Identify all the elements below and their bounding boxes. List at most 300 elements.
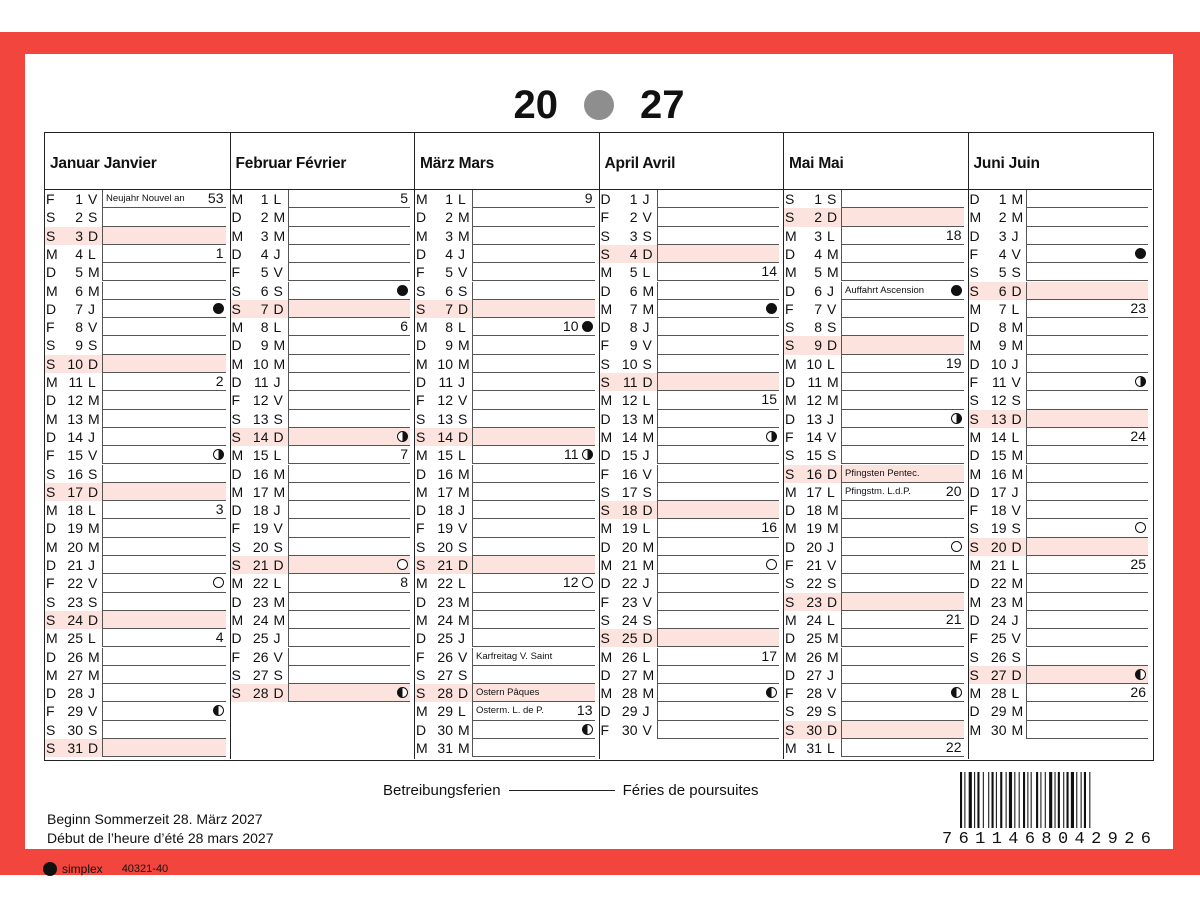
weekday-fr: L [827,740,835,756]
note-cell[interactable] [841,428,964,446]
day-row [969,483,1153,501]
note-cell[interactable] [288,593,411,611]
note-cell[interactable] [288,538,411,556]
weekday-fr: J [642,447,650,464]
note-cell[interactable] [841,538,964,556]
note-cell[interactable] [1026,428,1149,446]
note-cell[interactable] [657,721,780,739]
day-number: 5 [998,264,1007,281]
note-cell[interactable] [657,684,780,702]
note-cell[interactable] [1026,556,1149,574]
note-cell[interactable] [1026,519,1149,537]
note-cell[interactable] [1026,538,1149,556]
note-cell[interactable] [472,282,595,300]
note-cell[interactable] [657,208,780,226]
note-cell[interactable] [472,227,595,245]
note-cell[interactable] [1026,300,1149,318]
note-cell[interactable] [288,666,411,684]
note-cell[interactable] [288,519,411,537]
note-cell[interactable] [1026,648,1149,666]
weekday-de: M [600,300,613,317]
weekday-de: S [785,337,795,354]
weekday-fr: S [88,337,98,354]
note-cell[interactable] [841,410,964,428]
note-cell[interactable] [288,282,411,300]
note-cell[interactable] [657,556,780,574]
day-row [45,702,230,720]
note-cell[interactable] [102,684,226,702]
note-cell[interactable] [102,336,226,354]
note-cell[interactable] [288,336,411,354]
note-cell[interactable] [657,574,780,592]
note-cell[interactable] [472,574,595,592]
note-cell[interactable] [102,739,226,757]
day-row [231,391,415,409]
note-cell[interactable] [288,556,411,574]
weekday-de: M [969,209,982,226]
day-row [231,190,415,208]
note-cell[interactable] [841,391,964,409]
weekday-fr: L [1011,685,1020,702]
note-cell[interactable] [102,483,226,501]
note-cell[interactable] [1026,282,1149,300]
barcode-digit: 6 [1140,830,1154,849]
note-cell[interactable] [841,593,964,611]
note-cell[interactable] [102,227,226,245]
note-cell[interactable] [102,666,226,684]
note-cell[interactable] [102,245,226,263]
weekday-de: F [416,264,425,281]
note-cell[interactable] [472,391,595,409]
note-cell[interactable] [841,702,964,720]
day-row [969,391,1153,409]
day-row [969,702,1153,720]
weekday-de: D [600,575,611,592]
weekday-fr: J [458,245,465,262]
note-cell[interactable] [102,282,226,300]
month-grid [44,132,1154,761]
weekday-de: M [46,282,58,299]
note-cell[interactable] [102,391,226,409]
note-cell[interactable] [657,190,780,208]
note-cell[interactable] [102,538,226,556]
note-cell[interactable] [288,227,411,245]
note-cell[interactable] [288,501,411,519]
note-cell[interactable] [1026,593,1149,611]
day-row [969,410,1153,428]
day-row [969,721,1153,739]
weekday-de: M [969,685,982,702]
weekday-de: S [600,611,610,628]
note-cell[interactable] [1026,721,1149,739]
weekday-de: S [416,538,426,555]
brand-row [43,862,168,876]
note-cell[interactable] [1026,336,1149,354]
note-cell[interactable] [102,465,226,483]
day-number: 5 [260,264,269,281]
note-cell[interactable] [841,556,964,574]
betreibungsferien-label-fr: Féries de poursuites [622,782,759,799]
note-cell[interactable] [472,355,595,373]
day-number: 20 [67,538,83,555]
weekday-de: M [231,611,244,628]
note-cell[interactable] [472,190,595,208]
note-cell[interactable] [288,629,411,647]
day-row [231,410,415,428]
note-cell[interactable] [1026,190,1149,208]
month-title: März Mars [415,133,599,190]
note-cell[interactable] [102,208,226,226]
day-number: 25 [621,630,638,647]
note-cell[interactable] [841,666,964,684]
note-cell[interactable] [472,629,595,647]
weekday-de: F [46,575,55,592]
weekday-de: S [231,428,241,445]
note-cell[interactable] [657,611,780,629]
note-cell[interactable] [472,611,595,629]
day-number: 7 [629,300,638,317]
weekday-de: M [416,319,428,336]
note-cell[interactable] [841,263,964,281]
note-cell[interactable] [1026,702,1149,720]
day-number: 4 [998,245,1007,262]
day-number: 31 [806,740,822,756]
note-cell[interactable] [102,446,226,464]
note-cell[interactable] [102,556,226,574]
note-cell[interactable] [841,684,964,702]
note-cell[interactable] [472,446,595,464]
note-cell[interactable] [472,648,595,666]
note-cell[interactable] [472,684,595,702]
note-cell[interactable] [1026,483,1149,501]
holiday-label: Auffahrt Ascension [845,284,925,296]
day-number: 2 [814,209,822,226]
note-cell[interactable] [1026,208,1149,226]
note-cell[interactable] [472,373,595,391]
note-cell[interactable] [657,465,780,483]
day-number: 21 [806,557,822,573]
day-number: 16 [67,465,83,482]
note-cell[interactable] [472,465,595,483]
day-row [231,355,415,373]
weekday-fr: D [88,740,99,756]
note-cell[interactable] [1026,245,1149,263]
note-cell[interactable] [472,428,595,446]
note-cell[interactable] [841,574,964,592]
day-row [231,300,415,318]
note-cell[interactable] [1026,574,1149,592]
note-cell[interactable] [102,519,226,537]
day-row [231,538,415,556]
day-number: 27 [621,666,638,683]
weekday-de: S [600,227,610,244]
note-cell[interactable] [841,446,964,464]
note-cell[interactable] [102,611,226,629]
note-cell[interactable] [472,410,595,428]
note-cell[interactable] [657,336,780,354]
weekday-fr: V [273,264,283,281]
note-cell[interactable] [657,227,780,245]
note-cell[interactable] [1026,263,1149,281]
note-cell[interactable] [288,465,411,483]
note-cell[interactable] [288,428,411,446]
note-cell[interactable] [657,245,780,263]
barcode-digit: 2 [1091,830,1105,849]
weekday-de: S [231,557,241,573]
note-cell[interactable] [102,428,226,446]
note-cell[interactable] [841,282,964,300]
weekday-de: S [969,666,979,683]
barcode-icon [958,772,1138,828]
day-number: 1 [75,191,83,207]
day-row [784,245,968,263]
day-number: 19 [252,520,269,537]
weekday-fr: M [458,355,470,372]
note-cell[interactable] [102,263,226,281]
note-cell[interactable] [657,483,780,501]
day-number: 9 [814,337,822,354]
day-row [45,208,230,226]
holiday-label: Osterm. L. de P. [476,705,544,717]
note-cell[interactable] [1026,684,1149,702]
note-cell[interactable] [102,702,226,720]
note-cell[interactable] [657,428,780,446]
note-cell[interactable] [472,702,595,720]
note-cell[interactable] [657,519,780,537]
day-row [231,483,415,501]
weekday-de: D [600,703,611,720]
note-cell[interactable] [657,318,780,336]
note-cell[interactable] [472,245,595,263]
note-cell[interactable] [102,410,226,428]
note-cell[interactable] [657,648,780,666]
day-number: 14 [806,428,822,445]
note-cell[interactable] [472,519,595,537]
note-cell[interactable] [657,629,780,647]
note-cell[interactable] [841,355,964,373]
note-cell[interactable] [288,483,411,501]
note-cell[interactable] [841,245,964,263]
barcode-digit: 6 [958,830,972,849]
note-cell[interactable] [288,391,411,409]
note-cell[interactable] [657,263,780,281]
day-number: 27 [806,666,822,683]
note-cell[interactable] [1026,355,1149,373]
note-cell[interactable] [102,318,226,336]
note-cell[interactable] [102,355,226,373]
note-cell[interactable] [288,574,411,592]
note-cell[interactable] [657,501,780,519]
day-row [415,611,599,629]
weekday-fr: J [642,319,650,336]
note-cell[interactable] [102,648,226,666]
note-cell[interactable] [472,666,595,684]
note-cell[interactable] [841,483,964,501]
note-cell[interactable] [1026,629,1149,647]
weekday-fr: S [458,666,468,683]
note-cell[interactable] [657,391,780,409]
note-cell[interactable] [102,574,226,592]
note-cell[interactable] [472,263,595,281]
weekday-de: D [231,593,242,610]
note-cell[interactable] [841,465,964,483]
note-cell[interactable] [102,190,226,208]
weekday-de: S [46,483,56,500]
note-cell[interactable] [102,629,226,647]
weekday-de: M [231,355,244,372]
note-cell[interactable] [1026,666,1149,684]
note-cell[interactable] [472,318,595,336]
note-cell[interactable] [841,300,964,318]
year-prefix: 20 [513,82,558,127]
note-cell[interactable] [841,739,964,757]
day-row [784,684,968,702]
day-row [415,410,599,428]
note-cell[interactable] [841,501,964,519]
note-cell[interactable] [1026,391,1149,409]
note-cell[interactable] [102,593,226,611]
note-cell[interactable] [841,208,964,226]
month-column [599,133,784,759]
weekday-de: S [416,300,426,317]
note-cell[interactable] [288,648,411,666]
day-row [415,318,599,336]
weekday-de: M [969,428,982,445]
note-cell[interactable] [288,446,411,464]
day-row [784,336,968,354]
note-cell[interactable] [841,721,964,739]
note-cell[interactable] [472,483,595,501]
day-number: 26 [252,648,269,665]
note-cell[interactable] [288,318,411,336]
note-cell[interactable] [841,227,964,245]
note-cell[interactable] [1026,446,1149,464]
note-cell[interactable] [841,519,964,537]
day-number: 7 [998,300,1007,317]
day-number: 17 [806,483,822,500]
note-cell[interactable] [841,648,964,666]
note-cell[interactable] [472,208,595,226]
note-cell[interactable] [657,538,780,556]
note-cell[interactable] [102,373,226,391]
note-cell[interactable] [841,336,964,354]
note-cell[interactable] [288,611,411,629]
note-cell[interactable] [657,593,780,611]
weekday-de: M [46,538,58,555]
note-cell[interactable] [472,501,595,519]
weekday-de: M [231,191,244,207]
note-cell[interactable] [288,245,411,263]
note-cell[interactable] [472,556,595,574]
note-cell[interactable] [841,318,964,336]
note-cell[interactable] [657,300,780,318]
note-cell[interactable] [657,702,780,720]
weekday-fr: M [1011,703,1024,720]
weekday-de: S [600,630,610,647]
day-row [600,428,784,446]
day-row [784,227,968,245]
barcode-bar [996,772,997,828]
weekday-fr: V [273,392,283,409]
day-row [969,465,1153,483]
note-cell[interactable] [472,593,595,611]
weekday-fr: D [273,300,284,317]
note-cell[interactable] [102,501,226,519]
weekday-de: F [46,703,55,720]
note-cell[interactable] [472,538,595,556]
note-cell[interactable] [288,373,411,391]
day-number: 12 [437,392,453,409]
note-cell[interactable] [657,282,780,300]
note-cell[interactable] [841,629,964,647]
day-number: 11 [807,374,822,390]
note-cell[interactable] [657,373,780,391]
note-cell[interactable] [1026,318,1149,336]
day-number: 6 [814,282,822,299]
note-cell[interactable] [472,721,595,739]
note-cell[interactable] [657,355,780,373]
note-cell[interactable] [102,300,226,318]
weekday-de: M [600,648,613,665]
note-cell[interactable] [1026,373,1149,391]
day-number: 29 [990,703,1007,720]
day-number: 2 [629,209,638,226]
note-cell[interactable] [288,263,411,281]
note-cell[interactable] [841,190,964,208]
barcode-digit: 2 [1124,830,1138,849]
note-cell[interactable] [102,721,226,739]
day-row [415,556,599,574]
note-cell[interactable] [657,410,780,428]
note-cell[interactable] [841,373,964,391]
note-cell[interactable] [1026,465,1149,483]
day-row [231,465,415,483]
note-cell[interactable] [472,300,595,318]
day-row [415,446,599,464]
weekday-de: M [785,264,797,281]
day-number: 26 [806,648,822,665]
note-cell[interactable] [1026,611,1149,629]
week-number: 11 [563,446,579,463]
note-cell[interactable] [472,336,595,354]
weekday-fr: D [1011,538,1022,555]
note-cell[interactable] [288,684,411,702]
note-cell[interactable] [288,355,411,373]
note-cell[interactable] [657,666,780,684]
note-cell[interactable] [288,300,411,318]
note-cell[interactable] [1026,501,1149,519]
weekday-fr: D [642,630,653,647]
note-cell[interactable] [288,208,411,226]
day-number: 1 [260,191,269,207]
weekday-fr: M [273,593,286,610]
note-cell[interactable] [1026,410,1149,428]
barcode-digit: 8 [1041,830,1055,849]
weekday-fr: M [458,209,470,226]
note-cell[interactable] [657,446,780,464]
day-number: 17 [621,483,638,500]
day-number: 26 [67,648,83,665]
note-cell[interactable] [288,190,411,208]
note-cell[interactable] [841,611,964,629]
note-cell[interactable] [288,410,411,428]
note-cell[interactable] [472,739,595,757]
weekday-fr: J [827,666,834,683]
day-row [969,428,1153,446]
day-number: 10 [621,355,638,372]
barcode-bar [1081,772,1082,828]
note-cell[interactable] [1026,227,1149,245]
